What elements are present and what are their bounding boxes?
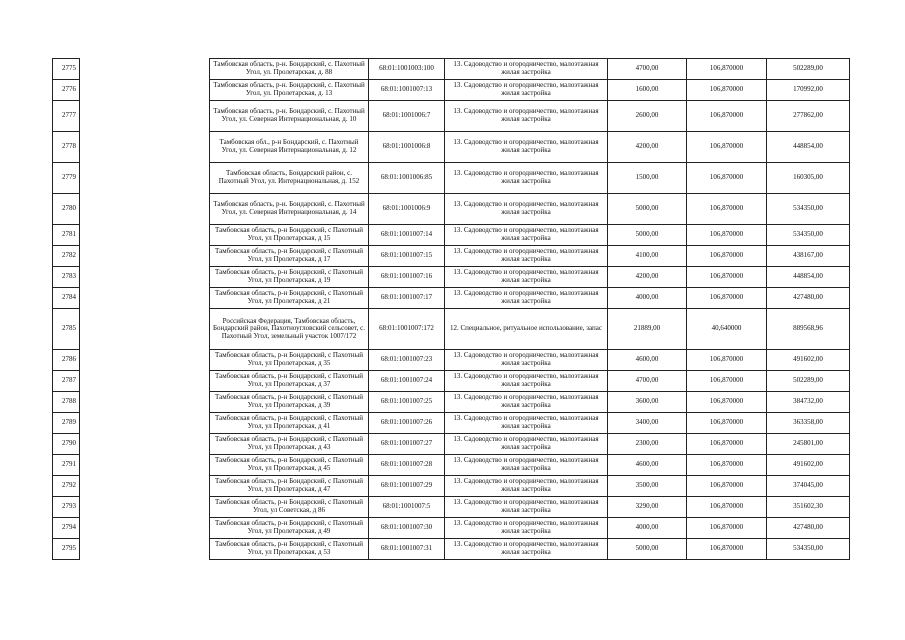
cadastral-value-cell: 534350,00 xyxy=(767,225,850,246)
address-cell: Тамбовская область, р-н Бондарский, с Пахотный Угол, ул Пролетарская, д 17 xyxy=(210,246,369,267)
table-row xyxy=(210,434,850,455)
cadastral-number-cell: 68:01:1001007:172 xyxy=(369,309,445,350)
area-cell: 5000,00 xyxy=(608,225,687,246)
address-cell: Тамбовская область, р-н Бондарский, с Пахотный Угол, ул Пролетарская, д 47 xyxy=(210,476,369,497)
row-number-cell: 2791 xyxy=(53,455,80,476)
area-cell: 4600,00 xyxy=(608,455,687,476)
row-number-cell: 2781 xyxy=(53,225,80,246)
row-number-table xyxy=(52,58,80,560)
area-cell: 3500,00 xyxy=(608,476,687,497)
address-cell: Российская Федерация, Тамбовская область, Бондарский район, Пахотноугловский сельсовет, с. Пахотный Угол, земельный участок 1007/172 xyxy=(210,309,369,350)
cadastral-value-table xyxy=(209,58,849,560)
land-use-group-cell: 13. Садоводство и огородничество, малоэтажная жилая застройка xyxy=(445,518,608,539)
row-number-cell: 2785 xyxy=(53,309,80,350)
row-number-row xyxy=(53,497,80,518)
area-cell: 4100,00 xyxy=(608,246,687,267)
cadastral-number-cell: 68:01:1001006:8 xyxy=(369,132,445,163)
table-row xyxy=(210,518,850,539)
cadastral-number-cell: 68:01:1001007:31 xyxy=(369,539,445,560)
address-cell: Тамбовская область, р-н Бондарский, с Пахотный Угол, ул Пролетарская, д 49 xyxy=(210,518,369,539)
address-cell: Тамбовская область, р-н. Бондарский, с. Пахотный Угол, ул. Пролетарская, д. 13 xyxy=(210,80,369,101)
land-use-group-cell: 13. Садоводство и огородничество, малоэтажная жилая застройка xyxy=(445,455,608,476)
cadastral-number-cell: 68:01:1001007:15 xyxy=(369,246,445,267)
row-number-column xyxy=(52,58,80,560)
land-use-group-cell: 13. Садоводство и огородничество, малоэтажная жилая застройка xyxy=(445,392,608,413)
row-number-row xyxy=(53,194,80,225)
area-cell: 4000,00 xyxy=(608,518,687,539)
table-row xyxy=(210,309,850,350)
specific-value-cell: 106,870000 xyxy=(687,413,767,434)
row-number-row xyxy=(53,246,80,267)
row-number-row xyxy=(53,476,80,497)
specific-value-cell: 106,870000 xyxy=(687,350,767,371)
address-cell: Тамбовская область, р-н Бондарский, с Пахотный Угол, ул Пролетарская, д 43 xyxy=(210,434,369,455)
cadastral-value-cell: 384732,00 xyxy=(767,392,850,413)
cadastral-number-cell: 68:01:1001007:23 xyxy=(369,350,445,371)
cadastral-value-cell: 491602,00 xyxy=(767,350,850,371)
table-row xyxy=(210,392,850,413)
area-cell: 4200,00 xyxy=(608,132,687,163)
specific-value-cell: 106,870000 xyxy=(687,434,767,455)
cadastral-number-cell: 68:01:1001007:26 xyxy=(369,413,445,434)
address-cell: Тамбовская область, р-н Бондарский, с Пахотный Угол, ул Пролетарская, д 39 xyxy=(210,392,369,413)
row-number-cell: 2775 xyxy=(53,59,80,80)
cadastral-value-cell: 245801,00 xyxy=(767,434,850,455)
specific-value-cell: 106,870000 xyxy=(687,476,767,497)
row-number-row xyxy=(53,350,80,371)
specific-value-cell: 106,870000 xyxy=(687,267,767,288)
area-cell: 3600,00 xyxy=(608,392,687,413)
table-row xyxy=(210,194,850,225)
cadastral-value-cell: 363358,00 xyxy=(767,413,850,434)
row-number-cell: 2790 xyxy=(53,434,80,455)
cadastral-value-cell: 427480,00 xyxy=(767,288,850,309)
cadastral-value-cell: 502289,00 xyxy=(767,59,850,80)
row-number-cell: 2780 xyxy=(53,194,80,225)
area-cell: 3400,00 xyxy=(608,413,687,434)
table-row xyxy=(210,267,850,288)
cadastral-number-cell: 68:01:1001007:5 xyxy=(369,497,445,518)
land-use-group-cell: 13. Садоводство и огородничество, малоэтажная жилая застройка xyxy=(445,350,608,371)
row-number-row xyxy=(53,392,80,413)
table-row xyxy=(210,246,850,267)
row-number-cell: 2784 xyxy=(53,288,80,309)
cadastral-number-cell: 68:01:1001007:24 xyxy=(369,371,445,392)
row-number-row xyxy=(53,59,80,80)
cadastral-value-cell: 448854,00 xyxy=(767,267,850,288)
area-cell: 3290,00 xyxy=(608,497,687,518)
area-cell: 1600,00 xyxy=(608,80,687,101)
land-use-group-cell: 12. Специальное, ритуальное использование, запас xyxy=(445,309,608,350)
address-cell: Тамбовская область, р-н Бондарский, с Пахотный Угол, ул Пролетарская, д 15 xyxy=(210,225,369,246)
address-cell: Тамбовская область, р-н. Бондарский, с. Пахотный Угол, ул. Пролетарская, д. 88 xyxy=(210,59,369,80)
specific-value-cell: 106,870000 xyxy=(687,194,767,225)
land-use-group-cell: 13. Садоводство и огородничество, малоэтажная жилая застройка xyxy=(445,371,608,392)
address-cell: Тамбовская область, р-н. Бондарский, с. Пахотный Угол, ул. Северная Интернациональная, д. 10 xyxy=(210,101,369,132)
address-cell: Тамбовская область, р-н Бондарский, с Пахотный Угол, ул Пролетарская, д 41 xyxy=(210,413,369,434)
row-number-cell: 2778 xyxy=(53,132,80,163)
cadastral-value-cell: 438167,00 xyxy=(767,246,850,267)
address-cell: Тамбовская область, р-н Бондарский, с Пахотный Угол, ул Пролетарская, д 53 xyxy=(210,539,369,560)
address-cell: Тамбовская область, р-н Бондарский, с Пахотный Угол, ул Пролетарская, д 37 xyxy=(210,371,369,392)
table-row xyxy=(210,80,850,101)
land-use-group-cell: 13. Садоводство и огородничество, малоэтажная жилая застройка xyxy=(445,80,608,101)
row-number-cell: 2795 xyxy=(53,539,80,560)
row-number-row xyxy=(53,267,80,288)
cadastral-number-cell: 68:01:1001003:100 xyxy=(369,59,445,80)
table-row xyxy=(210,413,850,434)
specific-value-cell: 106,870000 xyxy=(687,163,767,194)
address-cell: Тамбовская область, р-н Бондарский, с Пахотный Угол, ул Пролетарская, д 21 xyxy=(210,288,369,309)
row-number-cell: 2792 xyxy=(53,476,80,497)
land-use-group-cell: 13. Садоводство и огородничество, малоэтажная жилая застройка xyxy=(445,497,608,518)
cadastral-number-cell: 68:01:1001006:7 xyxy=(369,101,445,132)
land-use-group-cell: 13. Садоводство и огородничество, малоэтажная жилая застройка xyxy=(445,434,608,455)
cadastral-number-cell: 68:01:1001007:14 xyxy=(369,225,445,246)
row-number-row xyxy=(53,309,80,350)
cadastral-value-cell: 374045,00 xyxy=(767,476,850,497)
table-row xyxy=(210,101,850,132)
address-cell: Тамбовская область, р-н Бондарский, с Пахотный Угол, ул Пролетарская, д 35 xyxy=(210,350,369,371)
cadastral-value-cell: 448854,00 xyxy=(767,132,850,163)
row-number-row xyxy=(53,518,80,539)
land-use-group-cell: 13. Садоводство и огородничество, малоэтажная жилая застройка xyxy=(445,59,608,80)
main-table xyxy=(209,58,850,560)
cadastral-number-cell: 68:01:1001007:29 xyxy=(369,476,445,497)
row-number-row xyxy=(53,371,80,392)
address-cell: Тамбовская область, р-н Бондарский, с Пахотный Угол, ул Советская, д 86 xyxy=(210,497,369,518)
specific-value-cell: 106,870000 xyxy=(687,392,767,413)
specific-value-cell: 106,870000 xyxy=(687,101,767,132)
cadastral-value-cell: 351602,30 xyxy=(767,497,850,518)
cadastral-value-cell: 502289,00 xyxy=(767,371,850,392)
row-number-cell: 2788 xyxy=(53,392,80,413)
land-use-group-cell: 13. Садоводство и огородничество, малоэтажная жилая застройка xyxy=(445,225,608,246)
cadastral-number-cell: 68:01:1001007:13 xyxy=(369,80,445,101)
land-use-group-cell: 13. Садоводство и огородничество, малоэтажная жилая застройка xyxy=(445,132,608,163)
cadastral-value-cell: 889568,96 xyxy=(767,309,850,350)
table-row xyxy=(210,455,850,476)
row-number-row xyxy=(53,225,80,246)
area-cell: 4200,00 xyxy=(608,267,687,288)
table-row xyxy=(210,539,850,560)
table-row xyxy=(210,497,850,518)
land-use-group-cell: 13. Садоводство и огородничество, малоэтажная жилая застройка xyxy=(445,163,608,194)
cadastral-number-cell: 68:01:1001007:25 xyxy=(369,392,445,413)
cadastral-number-cell: 68:01:1001007:27 xyxy=(369,434,445,455)
cadastral-value-cell: 534350,00 xyxy=(767,539,850,560)
row-number-row xyxy=(53,80,80,101)
row-number-cell: 2787 xyxy=(53,371,80,392)
cadastral-value-cell: 160305,00 xyxy=(767,163,850,194)
land-use-group-cell: 13. Садоводство и огородничество, малоэтажная жилая застройка xyxy=(445,476,608,497)
cadastral-value-cell: 534350,00 xyxy=(767,194,850,225)
cadastral-value-cell: 491602,00 xyxy=(767,455,850,476)
land-use-group-cell: 13. Садоводство и огородничество, малоэтажная жилая застройка xyxy=(445,413,608,434)
specific-value-cell: 106,870000 xyxy=(687,59,767,80)
land-use-group-cell: 13. Садоводство и огородничество, малоэтажная жилая застройка xyxy=(445,101,608,132)
area-cell: 21889,00 xyxy=(608,309,687,350)
row-number-cell: 2793 xyxy=(53,497,80,518)
area-cell: 5000,00 xyxy=(608,539,687,560)
table-row xyxy=(210,288,850,309)
specific-value-cell: 106,870000 xyxy=(687,225,767,246)
specific-value-cell: 106,870000 xyxy=(687,518,767,539)
row-number-cell: 2777 xyxy=(53,101,80,132)
area-cell: 4600,00 xyxy=(608,350,687,371)
specific-value-cell: 106,870000 xyxy=(687,539,767,560)
row-number-cell: 2776 xyxy=(53,80,80,101)
row-number-cell: 2786 xyxy=(53,350,80,371)
row-number-row xyxy=(53,288,80,309)
area-cell: 2600,00 xyxy=(608,101,687,132)
cadastral-value-cell: 170992,00 xyxy=(767,80,850,101)
row-number-row xyxy=(53,413,80,434)
area-cell: 1500,00 xyxy=(608,163,687,194)
specific-value-cell: 106,870000 xyxy=(687,371,767,392)
cadastral-number-cell: 68:01:1001007:30 xyxy=(369,518,445,539)
table-row xyxy=(210,59,850,80)
area-cell: 4700,00 xyxy=(608,59,687,80)
table-row xyxy=(210,132,850,163)
row-number-cell: 2794 xyxy=(53,518,80,539)
cadastral-number-cell: 68:01:1001006:9 xyxy=(369,194,445,225)
land-use-group-cell: 13. Садоводство и огородничество, малоэтажная жилая застройка xyxy=(445,539,608,560)
land-use-group-cell: 13. Садоводство и огородничество, малоэтажная жилая застройка xyxy=(445,246,608,267)
row-number-cell: 2779 xyxy=(53,163,80,194)
area-cell: 2300,00 xyxy=(608,434,687,455)
address-cell: Тамбовская область, р-н Бондарский, с Пахотный Угол, ул Пролетарская, д 19 xyxy=(210,267,369,288)
land-use-group-cell: 13. Садоводство и огородничество, малоэтажная жилая застройка xyxy=(445,267,608,288)
row-number-row xyxy=(53,434,80,455)
specific-value-cell: 40,640000 xyxy=(687,309,767,350)
table-row xyxy=(210,350,850,371)
row-number-row xyxy=(53,101,80,132)
table-row xyxy=(210,476,850,497)
row-number-cell: 2783 xyxy=(53,267,80,288)
cadastral-number-cell: 68:01:1001007:28 xyxy=(369,455,445,476)
address-cell: Тамбовская обл., р-н Бондарский, с. Пахотный Угол, ул. Северная Интернациональная, д. 12 xyxy=(210,132,369,163)
specific-value-cell: 106,870000 xyxy=(687,246,767,267)
row-number-row xyxy=(53,539,80,560)
row-number-row xyxy=(53,163,80,194)
table-row xyxy=(210,225,850,246)
address-cell: Тамбовская область, р-н Бондарский, с Пахотный Угол, ул Пролетарская, д 45 xyxy=(210,455,369,476)
table-row xyxy=(210,371,850,392)
cadastral-number-cell: 68:01:1001006:85 xyxy=(369,163,445,194)
cadastral-value-cell: 277862,00 xyxy=(767,101,850,132)
table-row xyxy=(210,163,850,194)
cadastral-number-cell: 68:01:1001007:17 xyxy=(369,288,445,309)
land-use-group-cell: 13. Садоводство и огородничество, малоэтажная жилая застройка xyxy=(445,194,608,225)
cadastral-number-cell: 68:01:1001007:16 xyxy=(369,267,445,288)
row-number-row xyxy=(53,455,80,476)
specific-value-cell: 106,870000 xyxy=(687,80,767,101)
area-cell: 4000,00 xyxy=(608,288,687,309)
specific-value-cell: 106,870000 xyxy=(687,455,767,476)
land-use-group-cell: 13. Садоводство и огородничество, малоэтажная жилая застройка xyxy=(445,288,608,309)
specific-value-cell: 106,870000 xyxy=(687,288,767,309)
area-cell: 5000,00 xyxy=(608,194,687,225)
row-number-cell: 2789 xyxy=(53,413,80,434)
address-cell: Тамбовская область, р-н. Бондарский, с. Пахотный Угол, ул. Северная Интернациональная, д. 14 xyxy=(210,194,369,225)
address-cell: Тамбовская область, Бондарский район, с. Пахотный Угол, ул. Интернациональная, д. 152 xyxy=(210,163,369,194)
cadastral-value-cell: 427480,00 xyxy=(767,518,850,539)
specific-value-cell: 106,870000 xyxy=(687,497,767,518)
specific-value-cell: 106,870000 xyxy=(687,132,767,163)
area-cell: 4700,00 xyxy=(608,371,687,392)
row-number-row xyxy=(53,132,80,163)
row-number-cell: 2782 xyxy=(53,246,80,267)
